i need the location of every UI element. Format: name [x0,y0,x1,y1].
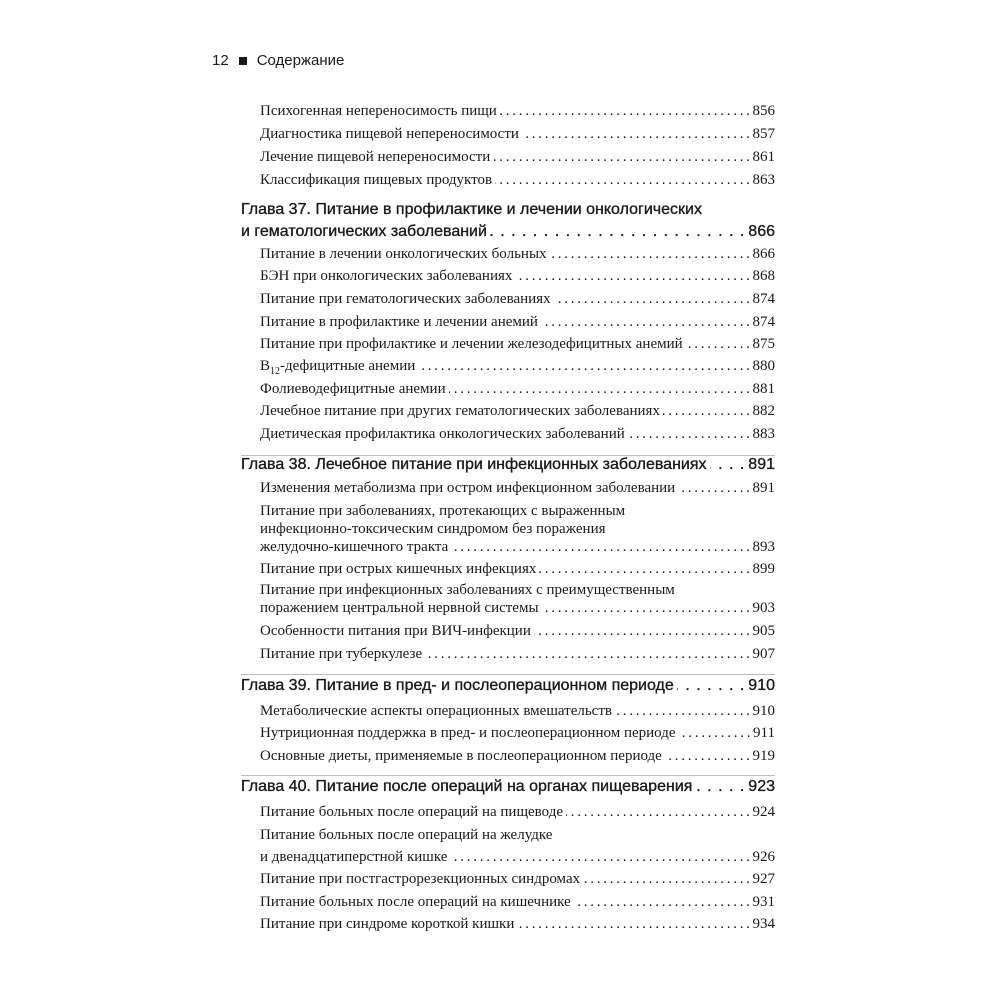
entry-title: Питание при постгастрорезекционных синдромах [260,871,581,887]
entry-page: 903 [752,600,775,616]
entry-title: Диетическая профилактика онкологических заболеваний [260,426,625,442]
entry-title: Нутриционная поддержка в пред- и послеоперационном периоде [260,725,676,741]
square-bullet-icon [239,57,247,65]
toc-entry[interactable] [260,381,775,401]
divider [241,775,775,776]
entry-title: Питание при гематологических заболеваниях [260,291,551,307]
dot-leader [449,381,750,401]
toc-entry-line[interactable] [260,827,775,847]
entry-title: и двенадцатиперстной кишке [260,849,448,865]
entry-title: Изменения метаболизма при остром инфекционном заболевании [260,480,676,496]
toc-entry[interactable] [260,358,775,378]
toc-entry[interactable] [260,246,775,266]
entry-title-subscript: 12 [270,366,281,377]
entry-page: 907 [752,646,775,662]
dot-leader [500,103,750,123]
toc-entry[interactable] [260,426,775,446]
entry-page: 883 [752,426,775,442]
dot-leader [678,480,749,500]
entry-title: Питание в профилактике и лечении анемий [260,314,538,330]
entry-title: Питание больных после операций на желудке [260,827,553,843]
chapter-title: Глава 40. Питание после операций на органах пищеварения [241,778,693,795]
entry-page: 905 [752,623,775,639]
entry-title: Питание при синдроме короткой кишки [260,916,515,932]
dot-leader [663,403,750,423]
entry-title-prefix: B [260,358,271,374]
entry-page: 910 [752,703,775,719]
entry-page: 882 [752,403,775,419]
entry-title: Питание при инфекционных заболеваниях с преимущественным [260,582,675,598]
entry-page: 863 [752,172,775,188]
dot-leader [566,804,750,824]
entry-title: Питание больных после операций на кишечнике [260,894,571,910]
toc-entry-line[interactable] [260,503,775,523]
dot-leader [695,778,745,800]
entry-title: Классификация пищевых продуктов [260,172,493,188]
dot-leader [450,849,749,869]
entry-title: Психогенная непереносимость пищи [260,103,497,119]
toc-entry[interactable] [260,291,775,311]
dot-leader [574,894,750,914]
entry-page: 875 [752,336,775,352]
chapter-title: Глава 38. Лечебное питание при инфекционных заболеваниях [241,456,707,473]
dot-leader [615,703,750,723]
toc-entry[interactable] [260,703,775,723]
dot-leader [665,748,750,768]
dot-leader [679,725,751,745]
toc-entry[interactable] [260,916,775,936]
entry-page: 926 [752,849,775,865]
dot-leader [517,916,749,936]
dot-leader [554,291,750,311]
divider [241,674,775,675]
entry-title: Питание в лечении онкологических больных [260,246,547,262]
toc-entry[interactable] [260,561,775,581]
dot-leader [542,600,750,620]
entry-page: 874 [752,291,775,307]
entry-page: 931 [752,894,775,910]
toc-entry[interactable] [260,268,775,288]
dot-leader [677,677,746,699]
entry-page: 934 [752,916,775,932]
toc-entry[interactable] [260,646,775,666]
toc-entry[interactable] [260,336,775,356]
entry-page: 880 [752,358,775,374]
toc-entry[interactable] [260,172,775,192]
running-header [212,52,344,69]
entry-page: 899 [752,561,775,577]
dot-leader [539,561,749,581]
entry-title: инфекционно-токсическим синдромом без поражения [260,521,606,537]
entry-page: 866 [752,246,775,262]
entry-page: 927 [752,871,775,887]
entry-title: Питание при туберкулезе [260,646,423,662]
entry-title: Метаболические аспекты операционных вмешательств [260,703,612,719]
chapter-37-heading[interactable] [241,201,775,223]
entry-page: 857 [752,126,775,142]
chapter-title: Глава 39. Питание в пред- и послеоперационном периоде [241,677,674,694]
entry-page: 911 [753,725,775,741]
entry-page: 856 [752,103,775,119]
entry-title: Фолиеводефицитные анемии [260,381,446,397]
dot-leader [628,426,750,446]
toc-entry[interactable] [260,871,775,891]
entry-title: Лечебное питание при других гематологических заболеваниях [260,403,660,419]
entry-title-rest: -дефицитные анемии [280,358,416,374]
entry-title: Основные диеты, применяемые в послеоперационном периоде [260,748,662,764]
toc-entry[interactable] [260,314,775,334]
entry-title: желудочно-кишечного тракта [260,539,449,555]
entry-page: 893 [752,539,775,555]
chapter-page: 866 [748,223,775,240]
entry-page: 881 [752,381,775,397]
dot-leader [583,871,749,891]
toc-entry[interactable] [260,623,775,643]
toc-entry[interactable] [260,894,775,914]
toc-entry[interactable] [260,149,775,169]
dot-leader [418,358,749,378]
chapter-40-heading[interactable] [241,778,775,800]
entry-title: поражением центральной нервной системы [260,600,539,616]
chapter-page: 910 [748,677,775,694]
chapter-title: Глава 37. Питание в профилактике и лечении онкологических [241,201,702,218]
entry-page: 874 [752,314,775,330]
dot-leader [710,456,746,478]
toc-entry[interactable] [260,725,775,745]
chapter-page: 891 [748,456,775,473]
toc-entry[interactable] [260,748,775,768]
dot-leader [515,268,749,288]
entry-title: Питание больных после операций на пищеводе [260,804,563,820]
toc-entry[interactable] [260,600,775,620]
entry-title: Особенности питания при ВИЧ-инфекции [260,623,531,639]
dot-leader [534,623,750,643]
entry-title: Питание при острых кишечных инфекциях [260,561,537,577]
header-title: Содержание [256,52,345,69]
chapter-37-heading-cont[interactable] [241,223,775,245]
toc-entry[interactable] [260,103,775,123]
entry-page: 868 [752,268,775,284]
toc-entry[interactable] [260,403,775,423]
dot-leader [451,539,749,559]
dot-leader [425,646,749,666]
dot-leader [686,336,750,356]
dot-leader [550,246,750,266]
entry-page: 891 [752,480,775,496]
chapter-38-heading[interactable] [241,456,775,478]
toc-entry[interactable] [260,126,775,146]
entry-title: БЭН при онкологических заболеваниях [260,268,513,284]
entry-page: 861 [752,149,775,165]
toc-entry[interactable] [260,539,775,559]
dot-leader [490,223,745,245]
toc-entry[interactable] [260,804,775,824]
page-number: 12 [212,52,229,69]
entry-title: Питание при заболеваниях, протекающих с выраженным [260,503,626,519]
dot-leader [522,126,750,146]
dot-leader [541,314,750,334]
toc-entry[interactable] [260,849,775,869]
entry-title: Питание при профилактике и лечении железодефицитных анемий [260,336,683,352]
entry-page: 924 [752,804,775,820]
entry-title: Диагностика пищевой непереносимости [260,126,519,142]
chapter-39-heading[interactable] [241,677,775,699]
entry-title [260,358,415,378]
dot-leader [495,172,749,192]
chapter-page: 923 [748,778,775,795]
dot-leader [493,149,749,169]
chapter-title: и гематологических заболеваний [241,223,487,240]
entry-page: 919 [752,748,775,764]
entry-title: Лечение пищевой непереносимости [260,149,491,165]
toc-entry-line[interactable] [260,582,775,602]
toc-entry[interactable] [260,480,775,500]
toc-entry-line[interactable] [260,521,775,541]
